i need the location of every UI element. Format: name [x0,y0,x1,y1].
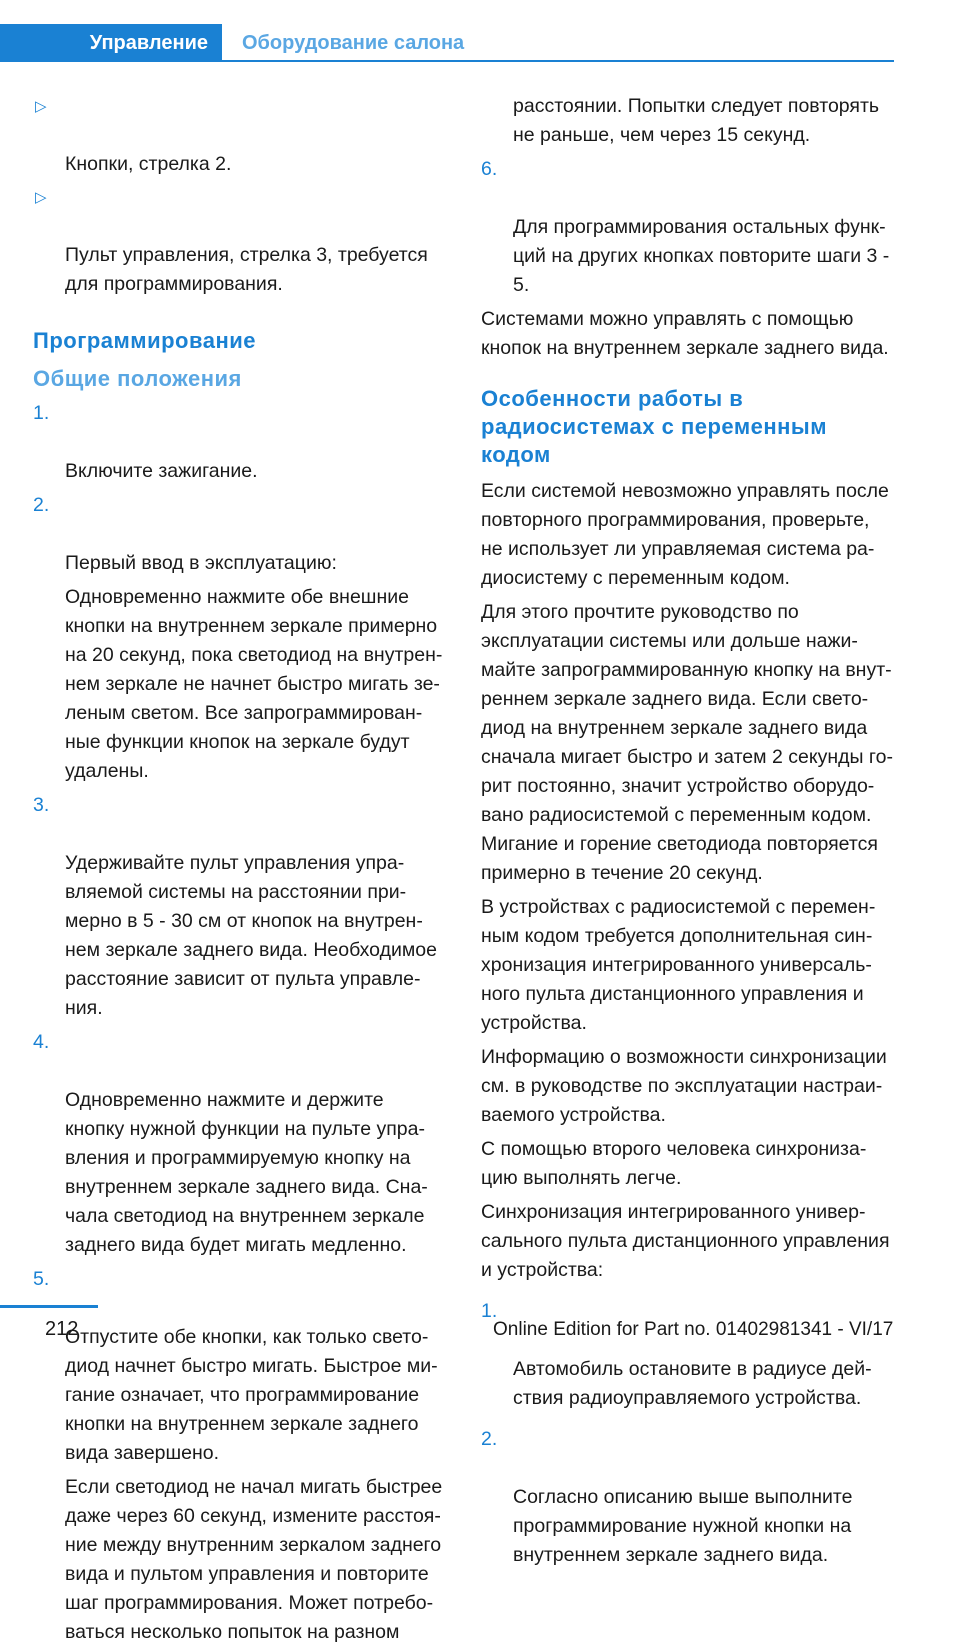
step-text: Автомобиль остановите в радиусе дей- ствия радиоуправляемого устройства. [513,1358,872,1409]
subsection-title-general: Общие положения [33,366,242,391]
step-text: Согласно описанию выше выполните программирование нужной кнопки на внутреннем зеркале заднего вида. [513,1486,853,1566]
step-item [481,1425,896,1570]
paragraph: Информацию о возможности синхронизации см. в руководстве по эксплуатации настраи- ваемого устройства. [481,1046,887,1126]
right-column [481,92,896,1575]
header-rule [222,60,894,62]
step-text: Одновременно нажмите и держите кнопку нужной функции на пульте упра- вления и программируемую кнопку на внутреннем зеркале заднего вида. Сна- чала светодиод на внутреннем зеркале заднего вида будет мигать медленно. [65,1089,428,1256]
step-text: Отпустите обе кнопки, как только свето- диод начнет быстро мигать. Быстрое ми- гание означает, что программирование кнопки на внутреннем зеркале заднего вида завершено. [65,1326,438,1464]
step-detail: Одновременно нажмите обе внешние кнопки на внутреннем зеркале примерно на 20 секунд, пока светодиод на внутрен- нем зеркале не начнет быстро мигать зе- леным светом. Все запрограммирован- ные функции кнопок на зеркале будут удалены. [65,586,443,782]
footer-edition: Online Edition for Part no. 01402981341 - VI/17 [493,1319,894,1340]
step-detail: Если светодиод не начал мигать быстрее даже через 60 секунд, измените расстоя- ние между внутренним зеркалом заднего вида и пультом управления и повторите шаг программирования. Может потребо- ваться несколько попыток на разном [65,1476,443,1643]
step-number: 1. [33,402,50,424]
step-item [33,1265,448,1468]
bullet-text: Кнопки, стрелка 2. [65,153,232,175]
step-text: Первый ввод в эксплуатацию: [65,552,337,574]
step-number: 4. [33,1031,50,1053]
paragraph: С помощью второго человека синхрониза- цию выполнять легче. [481,1138,867,1189]
bullet-item [33,92,448,179]
step-item [33,491,448,578]
step-number: 5. [33,1268,50,1290]
paragraph: Системами можно управлять с помощью кнопок на внутреннем зеркале заднего вида. [481,308,889,359]
step-item [33,399,448,486]
step-item [481,155,896,300]
paragraph: В устройствах с радиосистемой с перемен- ным кодом требуется дополнительная син- хронизация интегрированного универсаль- ного пульта дистанционного управления и устройства. [481,896,876,1034]
bullet-text: Пульт управления, стрелка 3, требуется для программирования. [65,244,428,295]
paragraph: Синхронизация интегрированного универ- сального пульта дистанционного управления и устройства: [481,1201,890,1281]
footer-rule [0,1305,98,1308]
step-text: Включите зажигание. [65,460,258,482]
step-text: Для программирования остальных функ- ций на других кнопках повторите шаги 3 - 5. [513,216,890,296]
paragraph: Если системой невозможно управлять после повторного программирования, проверьте, не использует ли управляемая система ра- диосистему с переменным кодом. [481,480,889,589]
left-column [33,92,448,1652]
section-title-rolling-code: Особенности работы в радиосистемах с переменным кодом [481,386,827,467]
triangle-bullet-icon: ▷ [35,98,47,115]
page-number: 212 [45,1318,79,1340]
step-number: 6. [481,158,498,180]
step-number: 1. [481,1300,498,1322]
step-text: Удерживайте пульт управления упра- вляемой системы на расстоянии при- мерно в 5 - 30 см от кнопок на внутрен- нем зеркале заднего вида. Необходимое расстояние зависит от пульта управле- ния. [65,852,437,1019]
bullet-item [33,183,448,299]
step-item [33,1028,448,1260]
header-tab-active [0,24,222,62]
step-number: 2. [33,494,50,516]
step-item [33,791,448,1023]
step-item [481,1297,896,1413]
section-title-programming: Программирование [33,328,256,353]
header-tab-inactive [242,24,464,62]
step-number: 3. [33,794,50,816]
paragraph: Для этого прочтите руководство по эксплуатации системы или дольше нажи- майте запрограммированную кнопку на внут- реннем зеркале заднего вида. Если свето- диод на внутреннем зеркале заднего вида сначала мигает быстро и затем 2 секунды го- рит постоянно, значит устройство оборудо- вано радиосистемой с переменным кодом. Мигание и горение светодиода повторяется примерно в течение 20 секунд. [481,601,893,884]
header-tab-inactive-label: Оборудование салона [242,31,465,54]
step-continuation: расстоянии. Попытки следует повторять не раньше, чем через 15 секунд. [513,95,880,146]
triangle-bullet-icon: ▷ [35,189,47,206]
page-header [0,0,960,62]
step-number: 2. [481,1428,498,1450]
header-tab-active-label: Управление [89,31,208,54]
